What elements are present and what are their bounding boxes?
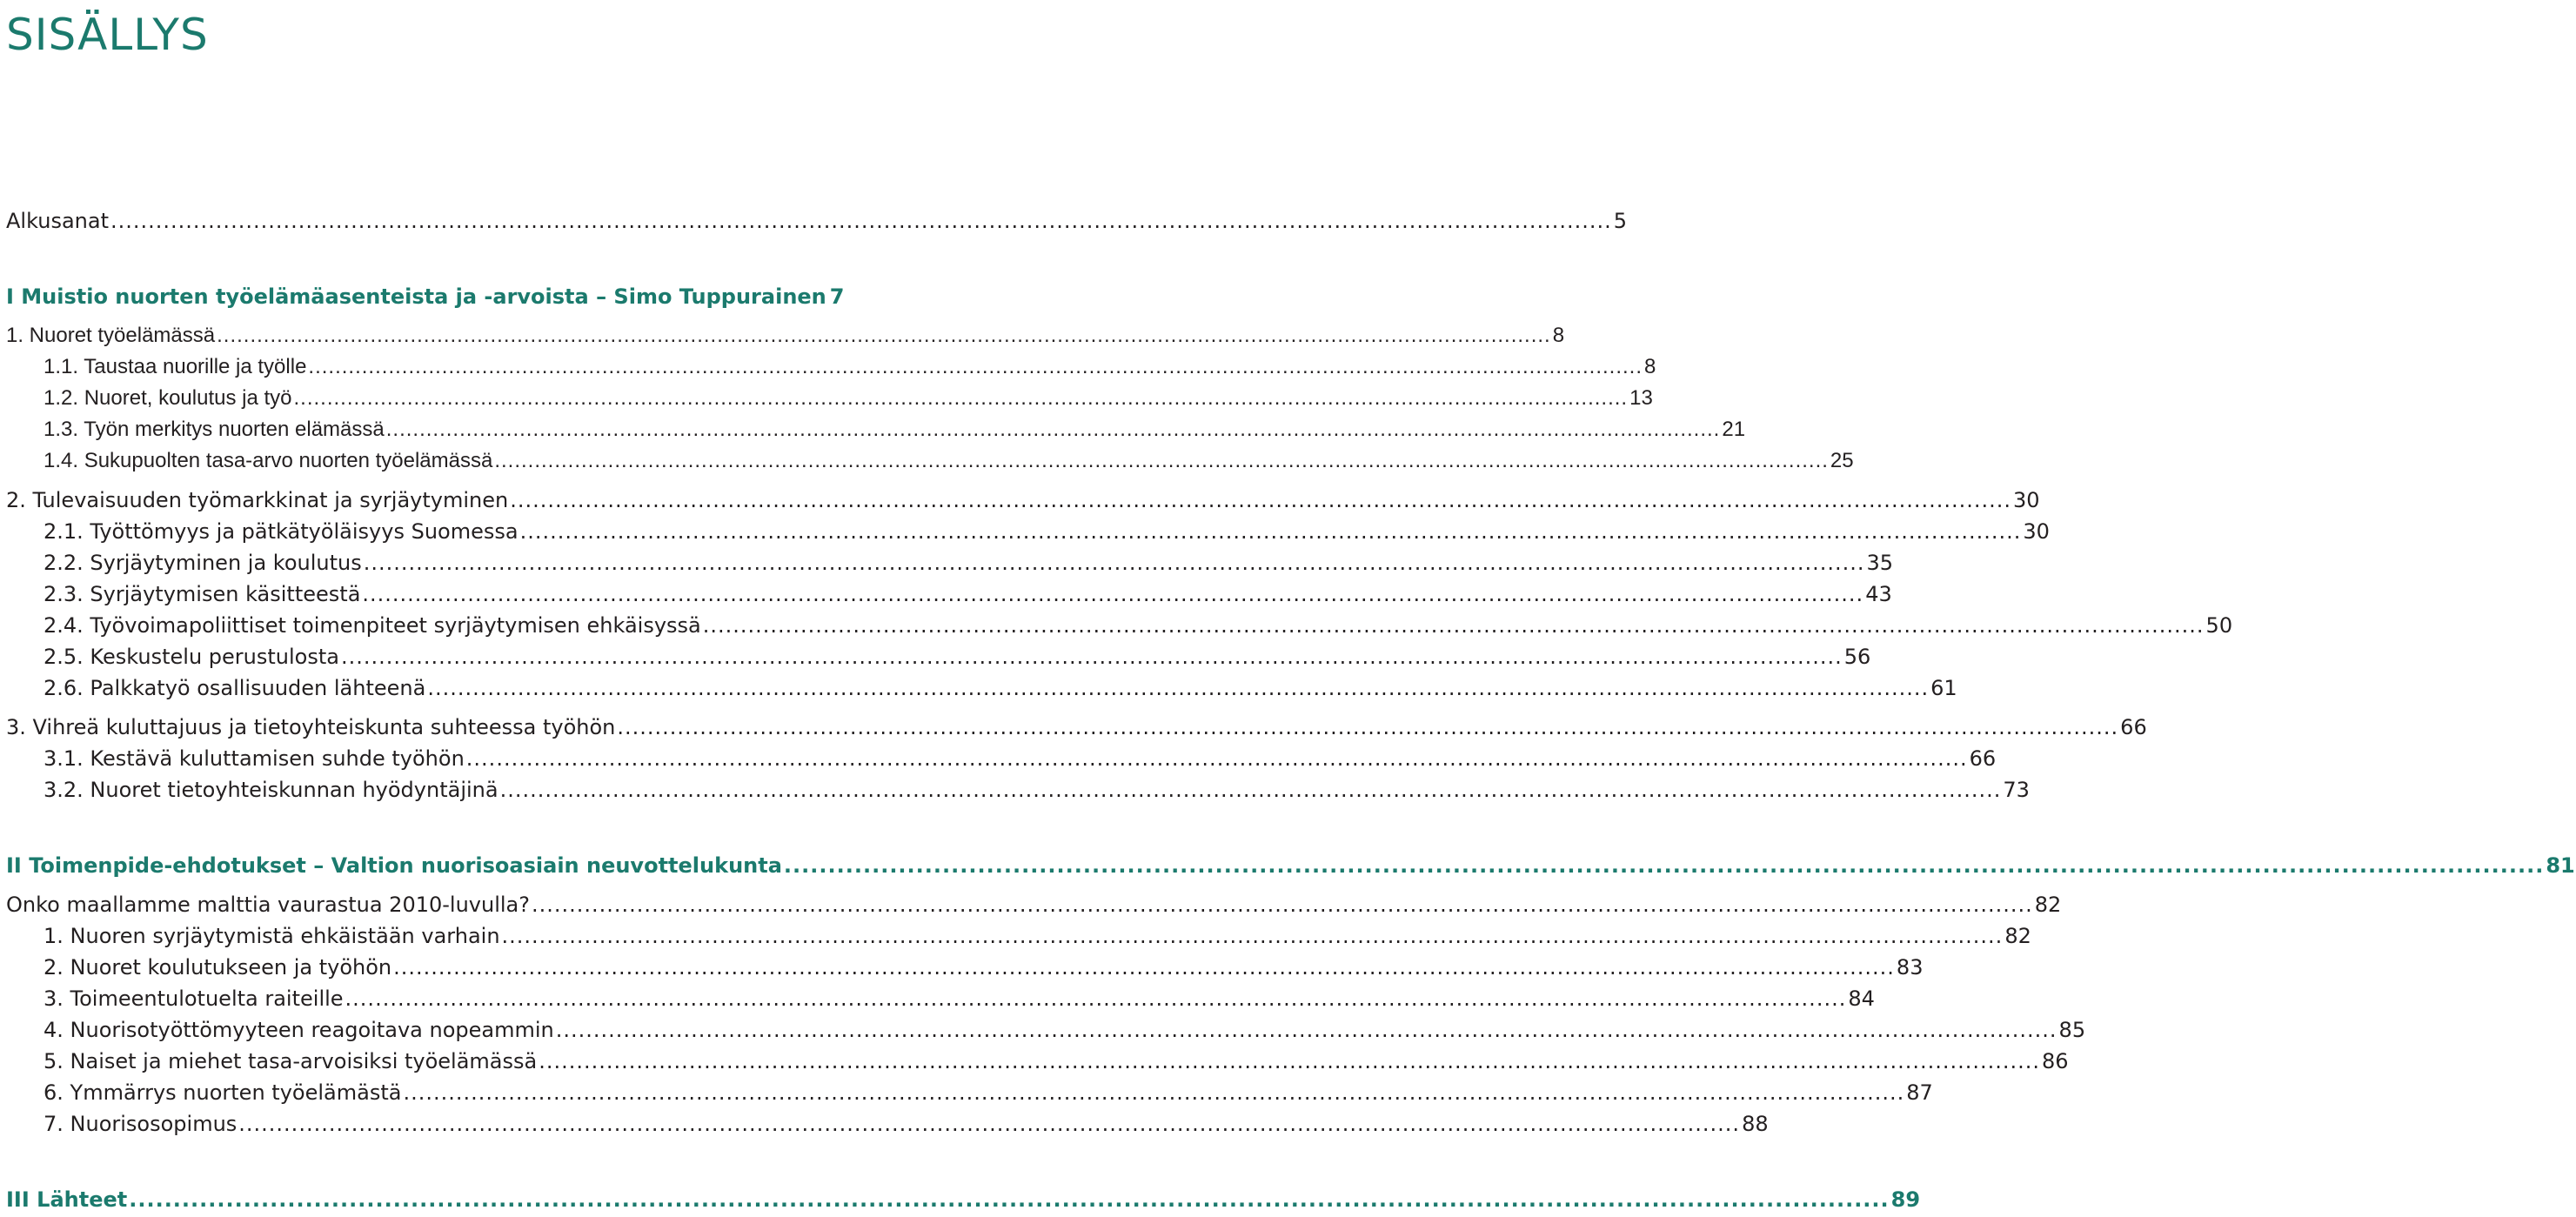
toc-entry-page: 43: [1865, 582, 1892, 606]
toc-entry-page: 5: [1613, 209, 1628, 233]
page-title: SISÄLLYS: [6, 10, 209, 60]
toc-entry-label: 1.1. Taustaa nuorille ja työlle: [43, 355, 307, 378]
dot-leader: ........................................................................................................................................................................................................: [427, 676, 1930, 700]
dot-leader: ........................................................................................................................................................................................................: [110, 209, 1612, 233]
toc-entry-proposal-3[interactable]: [0, 983, 1875, 1014]
toc-entry-label: 3. Toimeentulotuelta raiteille: [43, 986, 344, 1011]
toc-entry-onko[interactable]: [0, 889, 2062, 920]
toc-entry-label: II Toimenpide-ehdotukset – Valtion nuorisoasiain neuvottelukunta: [6, 853, 782, 878]
toc-entry-page: 82: [2034, 893, 2062, 917]
toc-entry-page: 30: [2013, 488, 2040, 512]
toc-entry-label: 3.1. Kestävä kuluttamisen suhde työhön: [43, 746, 465, 771]
dot-leader: ........................................................................................................................................................................................................: [555, 1018, 2057, 1042]
toc-entry-label: 2.4. Työvoimapoliittiset toimenpiteet syrjäytymisen ehkäisyssä: [43, 613, 701, 638]
toc-entry-label: Onko maallamme malttia vaurastua 2010-luvulla?: [6, 893, 530, 917]
dot-leader: ........................................................................................................................................................................................................: [501, 924, 2004, 948]
toc-entry-label: 7. Nuorisosopimus: [43, 1112, 238, 1136]
toc-entry-2-5[interactable]: [0, 641, 1871, 672]
toc-entry-1-4[interactable]: [0, 445, 1854, 477]
toc-entry-1-3[interactable]: [0, 414, 1746, 445]
toc-entry-proposal-2[interactable]: [0, 952, 1924, 983]
toc-entry-label: 2. Nuoret koulutukseen ja työhön: [43, 955, 392, 980]
dot-leader: ........................................................................................................................................................................................................: [702, 613, 2205, 638]
toc-entry-label: 2.5. Keskustelu perustulosta: [43, 645, 339, 669]
toc-entry-3-1[interactable]: [0, 743, 1997, 774]
dot-leader: ........................................................................................................................................................................................................: [783, 853, 2545, 878]
toc-entry-label: 1. Nuoren syrjäytymistä ehkäistään varhain: [43, 924, 500, 948]
toc-entry-page: 35: [1866, 551, 1894, 575]
dot-leader: ........................................................................................................................................................................................................: [510, 488, 2011, 512]
toc-entry-part-2[interactable]: [0, 850, 2575, 881]
toc-entry-page: 85: [2058, 1018, 2086, 1042]
toc-entry-2-4[interactable]: [0, 610, 2233, 641]
toc-entry-page: 88: [1742, 1112, 1769, 1136]
toc-entry-3-2[interactable]: [0, 774, 2030, 806]
toc-entry-label: III Lähteet: [6, 1187, 128, 1212]
toc-entry-label: 3. Vihreä kuluttajuus ja tietoyhteiskunta suhteessa työhön: [6, 715, 616, 739]
toc-entry-page: 8: [1552, 324, 1565, 347]
toc-entry-page: 81: [2546, 853, 2575, 878]
toc-entry-page: 82: [2004, 924, 2031, 948]
toc-entry-page: 86: [2042, 1049, 2069, 1073]
toc-entry-page: 8: [1644, 355, 1656, 378]
dot-leader: ........................................................................................................................................................................................................: [403, 1080, 1905, 1105]
toc-entry-label: 2.6. Palkkatyö osallisuuden lähteenä: [43, 676, 426, 700]
dot-leader: ........................................................................................................................................................................................................: [345, 986, 1847, 1011]
toc-entry-page: 73: [2003, 778, 2030, 802]
toc-entry-page: 7: [829, 284, 845, 309]
toc-entry-label: 1.2. Nuoret, koulutus ja työ: [43, 386, 292, 410]
toc-entry-label: I Muistio nuorten työelämäasenteista ja -arvoista – Simo Tuppurainen: [6, 284, 826, 309]
toc-entry-label: 2. Tulevaisuuden työmarkkinat ja syrjäytyminen: [6, 488, 509, 512]
toc-entry-label: 6. Ymmärrys nuorten työelämästä: [43, 1080, 402, 1105]
dot-leader: ........................................................................................................................................................................................................: [363, 551, 1865, 575]
toc-entry-proposal-4[interactable]: [0, 1014, 2086, 1046]
toc-entry-page: 13: [1629, 386, 1653, 410]
dot-leader: ........................................................................................................................................................................................................: [217, 324, 1551, 347]
toc-entry-part-1[interactable]: [0, 281, 845, 312]
toc-entry-page: 66: [1969, 746, 1997, 771]
toc-entry-2-6[interactable]: [0, 672, 1957, 704]
toc-entry-label: 2.2. Syrjäytyminen ja koulutus: [43, 551, 362, 575]
toc-entry-page: 84: [1848, 986, 1875, 1011]
toc-entry-3[interactable]: [0, 712, 2147, 743]
dot-leader: ........................................................................................................................................................................................................: [519, 519, 2022, 544]
dot-leader: ........................................................................................................................................................................................................: [362, 582, 1864, 606]
toc-entry-2[interactable]: [0, 485, 2040, 516]
toc-entry-page: 25: [1830, 449, 1854, 472]
toc-entry-label: 2.3. Syrjäytymisen käsitteestä: [43, 582, 361, 606]
toc-entry-proposal-1[interactable]: [0, 920, 2031, 952]
dot-leader: ........................................................................................................................................................................................................: [539, 1049, 2041, 1073]
dot-leader: ........................................................................................................................................................................................................: [465, 746, 1968, 771]
toc-entry-1-1[interactable]: [0, 351, 1656, 383]
toc-entry-1[interactable]: [0, 320, 1565, 351]
dot-leader: ........................................................................................................................................................................................................: [238, 1112, 1741, 1136]
toc-entry-alkusanat[interactable]: [0, 205, 1628, 237]
toc-entry-proposal-5[interactable]: [0, 1046, 2069, 1077]
dot-leader: ........................................................................................................................................................................................................: [340, 645, 1843, 669]
toc-entry-label: Alkusanat: [6, 209, 109, 233]
toc-entry-label: 4. Nuorisotyöttömyyteen reagoitava nopeammin: [43, 1018, 554, 1042]
toc-entry-label: 1.4. Sukupuolten tasa-arvo nuorten työelämässä: [43, 449, 493, 472]
toc-entry-2-2[interactable]: [0, 547, 1894, 578]
toc-entry-proposal-6[interactable]: [0, 1077, 1933, 1108]
toc-entry-2-1[interactable]: [0, 516, 2050, 547]
toc-entry-label: 1.3. Työn merkitys nuorten elämässä: [43, 418, 385, 441]
toc-entry-page: 61: [1930, 676, 1957, 700]
toc-entry-page: 83: [1896, 955, 1924, 980]
toc-entry-part-3[interactable]: [0, 1184, 1921, 1215]
toc-entry-label: 1. Nuoret työelämässä: [6, 324, 216, 347]
toc-entry-label: 2.1. Työttömyys ja pätkätyöläisyys Suomessa: [43, 519, 519, 544]
dot-leader: ........................................................................................................................................................................................................: [129, 1187, 1890, 1212]
dot-leader: ........................................................................................................................................................................................................: [617, 715, 2119, 739]
toc-entry-page: 87: [1906, 1080, 1933, 1105]
toc-entry-label: 3.2. Nuoret tietoyhteiskunnan hyödyntäjinä: [43, 778, 498, 802]
dot-leader: ........................................................................................................................................................................................................: [499, 778, 2002, 802]
toc-entry-page: 50: [2205, 613, 2233, 638]
toc-entry-page: 30: [2023, 519, 2050, 544]
dot-leader: ........................................................................................................................................................................................................: [385, 418, 1721, 441]
toc-entry-page: 56: [1843, 645, 1871, 669]
dot-leader: ........................................................................................................................................................................................................: [308, 355, 1643, 378]
toc-entry-page: 89: [1890, 1187, 1921, 1212]
toc-entry-proposal-7[interactable]: [0, 1108, 1769, 1140]
dot-leader: ........................................................................................................................................................................................................: [393, 955, 1895, 980]
toc-entry-label: 5. Naiset ja miehet tasa-arvoisiksi työelämässä: [43, 1049, 538, 1073]
toc-entry-page: 21: [1722, 418, 1746, 441]
dot-leader: ........................................................................................................................................................................................................: [532, 893, 2033, 917]
toc-entry-2-3[interactable]: [0, 578, 1892, 610]
dot-leader: ........................................................................................................................................................................................................: [293, 386, 1629, 410]
toc-entry-page: 66: [2120, 715, 2147, 739]
dot-leader: ........................................................................................................................................................................................................: [494, 449, 1829, 472]
toc-entry-1-2[interactable]: [0, 383, 1653, 414]
